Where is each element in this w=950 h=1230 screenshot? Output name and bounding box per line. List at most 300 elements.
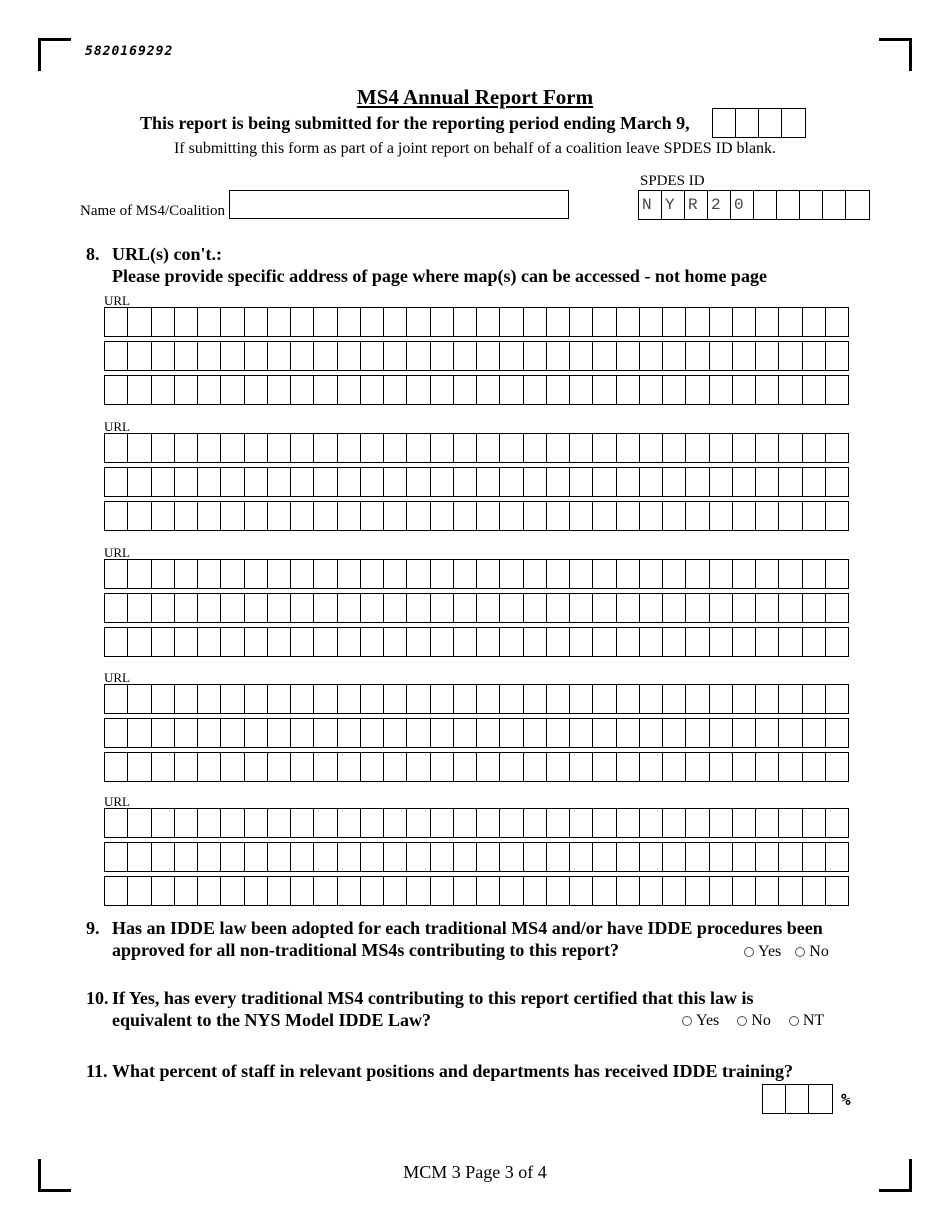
url-char-box[interactable] — [524, 753, 547, 781]
url-char-box[interactable] — [733, 376, 756, 404]
url-char-box[interactable] — [175, 809, 198, 837]
url-char-box[interactable] — [617, 434, 640, 462]
url-char-box[interactable] — [547, 628, 570, 656]
url-char-row[interactable] — [104, 752, 849, 782]
url-char-box[interactable] — [826, 877, 848, 905]
url-char-box[interactable] — [245, 560, 268, 588]
url-char-box[interactable] — [500, 685, 523, 713]
url-char-box[interactable] — [617, 502, 640, 530]
url-char-row[interactable] — [104, 559, 849, 589]
url-char-box[interactable] — [198, 594, 221, 622]
url-char-box[interactable] — [431, 342, 454, 370]
url-char-box[interactable] — [384, 594, 407, 622]
url-char-box[interactable] — [617, 468, 640, 496]
url-char-box[interactable] — [686, 685, 709, 713]
url-char-box[interactable] — [175, 434, 198, 462]
url-char-box[interactable] — [640, 843, 663, 871]
url-char-box[interactable] — [361, 468, 384, 496]
url-char-box[interactable] — [826, 434, 848, 462]
url-char-box[interactable] — [500, 376, 523, 404]
url-char-box[interactable] — [593, 594, 616, 622]
ms4-name-input[interactable] — [229, 190, 569, 219]
url-char-box[interactable] — [663, 843, 686, 871]
url-char-box[interactable] — [500, 719, 523, 747]
url-char-box[interactable] — [593, 308, 616, 336]
url-char-box[interactable] — [175, 502, 198, 530]
url-char-box[interactable] — [477, 376, 500, 404]
url-char-box[interactable] — [175, 719, 198, 747]
url-char-box[interactable] — [686, 560, 709, 588]
url-char-box[interactable] — [570, 877, 593, 905]
url-char-box[interactable] — [733, 594, 756, 622]
url-char-box[interactable] — [105, 434, 128, 462]
url-char-box[interactable] — [338, 843, 361, 871]
url-char-box[interactable] — [198, 719, 221, 747]
url-char-box[interactable] — [198, 468, 221, 496]
url-char-box[interactable] — [314, 560, 337, 588]
url-char-box[interactable] — [291, 342, 314, 370]
url-char-box[interactable] — [640, 628, 663, 656]
url-char-box[interactable] — [431, 685, 454, 713]
spdes-char-box[interactable] — [754, 191, 777, 219]
url-char-box[interactable] — [221, 628, 244, 656]
url-char-box[interactable] — [663, 502, 686, 530]
url-char-box[interactable] — [547, 468, 570, 496]
url-char-box[interactable] — [640, 753, 663, 781]
url-char-box[interactable] — [710, 685, 733, 713]
year-digit-box[interactable] — [713, 109, 736, 137]
url-char-box[interactable] — [756, 560, 779, 588]
url-char-box[interactable] — [500, 809, 523, 837]
url-char-box[interactable] — [570, 843, 593, 871]
url-char-box[interactable] — [663, 685, 686, 713]
url-char-row[interactable] — [104, 718, 849, 748]
url-char-box[interactable] — [384, 685, 407, 713]
url-char-box[interactable] — [338, 809, 361, 837]
url-char-box[interactable] — [314, 308, 337, 336]
url-char-box[interactable] — [733, 468, 756, 496]
url-char-box[interactable] — [756, 809, 779, 837]
url-char-box[interactable] — [733, 809, 756, 837]
url-char-box[interactable] — [221, 468, 244, 496]
url-char-box[interactable] — [221, 342, 244, 370]
url-char-box[interactable] — [547, 376, 570, 404]
url-char-box[interactable] — [593, 434, 616, 462]
url-char-box[interactable] — [500, 594, 523, 622]
url-char-box[interactable] — [291, 843, 314, 871]
url-char-box[interactable] — [431, 594, 454, 622]
url-char-box[interactable] — [570, 560, 593, 588]
url-char-box[interactable] — [686, 376, 709, 404]
url-char-box[interactable] — [152, 877, 175, 905]
url-char-box[interactable] — [128, 809, 151, 837]
url-char-box[interactable] — [338, 308, 361, 336]
url-char-box[interactable] — [524, 719, 547, 747]
url-char-box[interactable] — [361, 502, 384, 530]
url-char-box[interactable] — [268, 342, 291, 370]
url-char-box[interactable] — [640, 502, 663, 530]
spdes-char-box[interactable]: 0 — [731, 191, 754, 219]
q9-yes-radio[interactable]: Yes — [744, 943, 781, 961]
url-char-box[interactable] — [128, 753, 151, 781]
url-char-box[interactable] — [686, 753, 709, 781]
spdes-char-box[interactable] — [846, 191, 869, 219]
url-char-box[interactable] — [524, 843, 547, 871]
url-char-box[interactable] — [710, 753, 733, 781]
url-char-box[interactable] — [198, 502, 221, 530]
url-char-box[interactable] — [268, 468, 291, 496]
url-char-box[interactable] — [524, 809, 547, 837]
url-char-box[interactable] — [291, 685, 314, 713]
year-digit-box[interactable] — [782, 109, 805, 137]
url-char-box[interactable] — [175, 753, 198, 781]
url-char-box[interactable] — [128, 560, 151, 588]
url-char-box[interactable] — [454, 809, 477, 837]
url-char-box[interactable] — [640, 376, 663, 404]
url-char-box[interactable] — [663, 877, 686, 905]
url-char-box[interactable] — [175, 843, 198, 871]
url-char-box[interactable] — [221, 434, 244, 462]
url-char-box[interactable] — [105, 877, 128, 905]
url-char-box[interactable] — [314, 502, 337, 530]
url-char-box[interactable] — [593, 628, 616, 656]
url-char-box[interactable] — [245, 877, 268, 905]
url-char-box[interactable] — [314, 594, 337, 622]
url-char-box[interactable] — [454, 719, 477, 747]
url-char-box[interactable] — [826, 376, 848, 404]
url-char-box[interactable] — [268, 843, 291, 871]
url-char-box[interactable] — [663, 468, 686, 496]
url-char-box[interactable] — [221, 308, 244, 336]
url-char-box[interactable] — [524, 376, 547, 404]
url-char-box[interactable] — [291, 502, 314, 530]
url-char-box[interactable] — [314, 843, 337, 871]
url-char-box[interactable] — [128, 594, 151, 622]
url-char-row[interactable] — [104, 375, 849, 405]
url-char-box[interactable] — [384, 502, 407, 530]
url-char-box[interactable] — [640, 594, 663, 622]
url-char-box[interactable] — [779, 468, 802, 496]
url-char-box[interactable] — [733, 560, 756, 588]
url-char-box[interactable] — [570, 308, 593, 336]
url-char-box[interactable] — [175, 628, 198, 656]
url-char-box[interactable] — [221, 809, 244, 837]
url-char-box[interactable] — [803, 376, 826, 404]
url-char-box[interactable] — [640, 809, 663, 837]
url-char-box[interactable] — [221, 753, 244, 781]
url-char-box[interactable] — [361, 628, 384, 656]
url-char-row[interactable] — [104, 433, 849, 463]
url-char-box[interactable] — [524, 628, 547, 656]
url-char-box[interactable] — [617, 753, 640, 781]
url-char-box[interactable] — [779, 376, 802, 404]
url-char-box[interactable] — [407, 843, 430, 871]
url-char-box[interactable] — [686, 809, 709, 837]
url-char-box[interactable] — [175, 376, 198, 404]
url-char-box[interactable] — [245, 809, 268, 837]
url-char-box[interactable] — [779, 685, 802, 713]
url-char-box[interactable] — [500, 843, 523, 871]
url-char-box[interactable] — [338, 342, 361, 370]
url-char-box[interactable] — [826, 809, 848, 837]
url-char-box[interactable] — [128, 434, 151, 462]
url-char-box[interactable] — [617, 308, 640, 336]
url-char-box[interactable] — [500, 877, 523, 905]
url-char-box[interactable] — [570, 628, 593, 656]
url-char-box[interactable] — [686, 719, 709, 747]
url-char-box[interactable] — [105, 376, 128, 404]
url-char-box[interactable] — [570, 719, 593, 747]
url-char-box[interactable] — [361, 843, 384, 871]
url-char-box[interactable] — [593, 877, 616, 905]
url-char-box[interactable] — [152, 843, 175, 871]
url-char-box[interactable] — [500, 753, 523, 781]
url-char-box[interactable] — [221, 560, 244, 588]
url-char-box[interactable] — [686, 468, 709, 496]
url-char-box[interactable] — [593, 843, 616, 871]
url-char-box[interactable] — [245, 342, 268, 370]
url-char-box[interactable] — [710, 594, 733, 622]
url-char-box[interactable] — [803, 308, 826, 336]
url-char-box[interactable] — [407, 434, 430, 462]
url-char-box[interactable] — [547, 594, 570, 622]
spdes-char-box[interactable]: Y — [662, 191, 685, 219]
url-char-box[interactable] — [314, 685, 337, 713]
url-char-box[interactable] — [454, 877, 477, 905]
url-char-box[interactable] — [477, 628, 500, 656]
url-char-box[interactable] — [361, 308, 384, 336]
url-char-box[interactable] — [314, 809, 337, 837]
url-char-box[interactable] — [268, 685, 291, 713]
url-char-box[interactable] — [524, 342, 547, 370]
url-char-box[interactable] — [547, 843, 570, 871]
url-char-box[interactable] — [803, 753, 826, 781]
url-char-box[interactable] — [500, 434, 523, 462]
url-char-box[interactable] — [152, 434, 175, 462]
url-char-box[interactable] — [431, 434, 454, 462]
url-char-box[interactable] — [407, 628, 430, 656]
url-char-box[interactable] — [593, 468, 616, 496]
url-char-box[interactable] — [570, 376, 593, 404]
url-char-box[interactable] — [221, 719, 244, 747]
url-char-box[interactable] — [803, 434, 826, 462]
url-char-box[interactable] — [175, 342, 198, 370]
url-char-box[interactable] — [477, 753, 500, 781]
spdes-char-box[interactable] — [823, 191, 846, 219]
url-char-box[interactable] — [779, 560, 802, 588]
url-char-box[interactable] — [710, 628, 733, 656]
url-char-box[interactable] — [663, 719, 686, 747]
url-char-box[interactable] — [640, 719, 663, 747]
url-char-box[interactable] — [431, 628, 454, 656]
url-char-box[interactable] — [407, 376, 430, 404]
url-char-box[interactable] — [733, 753, 756, 781]
url-char-box[interactable] — [803, 560, 826, 588]
url-char-box[interactable] — [245, 843, 268, 871]
year-digit-box[interactable] — [759, 109, 782, 137]
spdes-char-box[interactable]: 2 — [708, 191, 731, 219]
url-char-box[interactable] — [500, 560, 523, 588]
url-char-box[interactable] — [686, 877, 709, 905]
url-char-box[interactable] — [407, 685, 430, 713]
url-char-box[interactable] — [593, 809, 616, 837]
url-char-box[interactable] — [617, 560, 640, 588]
url-char-box[interactable] — [407, 753, 430, 781]
url-char-box[interactable] — [756, 502, 779, 530]
url-char-box[interactable] — [338, 877, 361, 905]
url-char-box[interactable] — [500, 628, 523, 656]
url-char-box[interactable] — [361, 877, 384, 905]
url-char-box[interactable] — [547, 434, 570, 462]
url-char-box[interactable] — [803, 877, 826, 905]
url-entry-3[interactable] — [104, 559, 849, 661]
url-char-box[interactable] — [710, 376, 733, 404]
url-char-box[interactable] — [454, 376, 477, 404]
url-char-box[interactable] — [152, 753, 175, 781]
url-char-box[interactable] — [570, 594, 593, 622]
url-char-box[interactable] — [524, 502, 547, 530]
url-char-box[interactable] — [640, 308, 663, 336]
url-char-box[interactable] — [175, 308, 198, 336]
url-char-box[interactable] — [454, 560, 477, 588]
url-char-box[interactable] — [105, 342, 128, 370]
url-char-box[interactable] — [361, 560, 384, 588]
url-char-box[interactable] — [454, 753, 477, 781]
url-char-box[interactable] — [291, 468, 314, 496]
url-char-box[interactable] — [152, 502, 175, 530]
url-char-box[interactable] — [361, 342, 384, 370]
url-char-box[interactable] — [198, 877, 221, 905]
url-char-box[interactable] — [663, 434, 686, 462]
url-char-box[interactable] — [570, 753, 593, 781]
url-char-box[interactable] — [384, 376, 407, 404]
url-char-box[interactable] — [245, 685, 268, 713]
url-char-box[interactable] — [431, 376, 454, 404]
url-char-box[interactable] — [384, 628, 407, 656]
spdes-id-input[interactable] — [638, 190, 870, 220]
url-char-box[interactable] — [198, 560, 221, 588]
url-char-box[interactable] — [454, 628, 477, 656]
url-char-box[interactable] — [384, 877, 407, 905]
url-char-box[interactable] — [105, 468, 128, 496]
url-char-box[interactable] — [454, 342, 477, 370]
url-char-box[interactable] — [431, 502, 454, 530]
url-char-box[interactable] — [593, 685, 616, 713]
url-char-box[interactable] — [105, 719, 128, 747]
url-char-box[interactable] — [338, 376, 361, 404]
url-char-box[interactable] — [268, 753, 291, 781]
url-char-box[interactable] — [152, 342, 175, 370]
url-char-box[interactable] — [407, 877, 430, 905]
url-char-box[interactable] — [710, 560, 733, 588]
url-char-box[interactable] — [454, 843, 477, 871]
idde-training-percent-input[interactable] — [762, 1084, 833, 1114]
url-char-box[interactable] — [221, 685, 244, 713]
url-char-box[interactable] — [640, 877, 663, 905]
year-digit-box[interactable] — [736, 109, 759, 137]
url-char-box[interactable] — [826, 843, 848, 871]
url-char-box[interactable] — [431, 719, 454, 747]
url-char-box[interactable] — [733, 877, 756, 905]
url-char-box[interactable] — [407, 719, 430, 747]
url-char-box[interactable] — [663, 753, 686, 781]
url-char-box[interactable] — [431, 809, 454, 837]
url-char-box[interactable] — [361, 434, 384, 462]
url-char-box[interactable] — [593, 560, 616, 588]
url-char-box[interactable] — [593, 376, 616, 404]
url-char-box[interactable] — [570, 685, 593, 713]
url-char-row[interactable] — [104, 593, 849, 623]
url-char-box[interactable] — [733, 502, 756, 530]
url-char-box[interactable] — [686, 434, 709, 462]
url-char-box[interactable] — [314, 628, 337, 656]
percent-digit-box[interactable] — [786, 1085, 809, 1113]
url-char-box[interactable] — [524, 594, 547, 622]
url-char-box[interactable] — [245, 434, 268, 462]
url-char-row[interactable] — [104, 501, 849, 531]
url-char-box[interactable] — [291, 376, 314, 404]
url-char-box[interactable] — [826, 468, 848, 496]
url-char-row[interactable] — [104, 467, 849, 497]
url-char-box[interactable] — [128, 843, 151, 871]
url-char-box[interactable] — [105, 753, 128, 781]
url-char-box[interactable] — [361, 719, 384, 747]
url-char-box[interactable] — [617, 719, 640, 747]
url-char-box[interactable] — [640, 342, 663, 370]
url-char-box[interactable] — [547, 809, 570, 837]
url-char-box[interactable] — [268, 434, 291, 462]
url-char-box[interactable] — [617, 685, 640, 713]
url-char-box[interactable] — [803, 502, 826, 530]
url-char-box[interactable] — [431, 468, 454, 496]
url-char-box[interactable] — [407, 502, 430, 530]
url-char-box[interactable] — [477, 809, 500, 837]
url-char-box[interactable] — [152, 560, 175, 588]
url-char-box[interactable] — [803, 685, 826, 713]
url-char-box[interactable] — [756, 594, 779, 622]
url-char-box[interactable] — [407, 468, 430, 496]
url-char-box[interactable] — [779, 753, 802, 781]
url-char-box[interactable] — [338, 719, 361, 747]
url-char-box[interactable] — [152, 809, 175, 837]
url-char-box[interactable] — [152, 719, 175, 747]
url-char-box[interactable] — [663, 809, 686, 837]
url-char-box[interactable] — [105, 308, 128, 336]
url-char-box[interactable] — [477, 560, 500, 588]
url-char-box[interactable] — [779, 502, 802, 530]
url-char-box[interactable] — [826, 753, 848, 781]
url-char-box[interactable] — [152, 685, 175, 713]
url-char-box[interactable] — [686, 308, 709, 336]
spdes-char-box[interactable]: R — [685, 191, 708, 219]
url-entry-5[interactable] — [104, 808, 849, 910]
url-char-box[interactable] — [268, 376, 291, 404]
url-char-box[interactable] — [361, 594, 384, 622]
url-char-box[interactable] — [268, 502, 291, 530]
url-entry-2[interactable] — [104, 433, 849, 535]
url-char-box[interactable] — [826, 685, 848, 713]
url-char-box[interactable] — [477, 685, 500, 713]
url-char-box[interactable] — [105, 594, 128, 622]
url-char-box[interactable] — [803, 628, 826, 656]
url-char-box[interactable] — [826, 719, 848, 747]
url-char-box[interactable] — [245, 308, 268, 336]
url-char-box[interactable] — [524, 685, 547, 713]
url-char-box[interactable] — [245, 753, 268, 781]
url-char-box[interactable] — [268, 560, 291, 588]
url-char-box[interactable] — [477, 843, 500, 871]
url-char-box[interactable] — [291, 434, 314, 462]
